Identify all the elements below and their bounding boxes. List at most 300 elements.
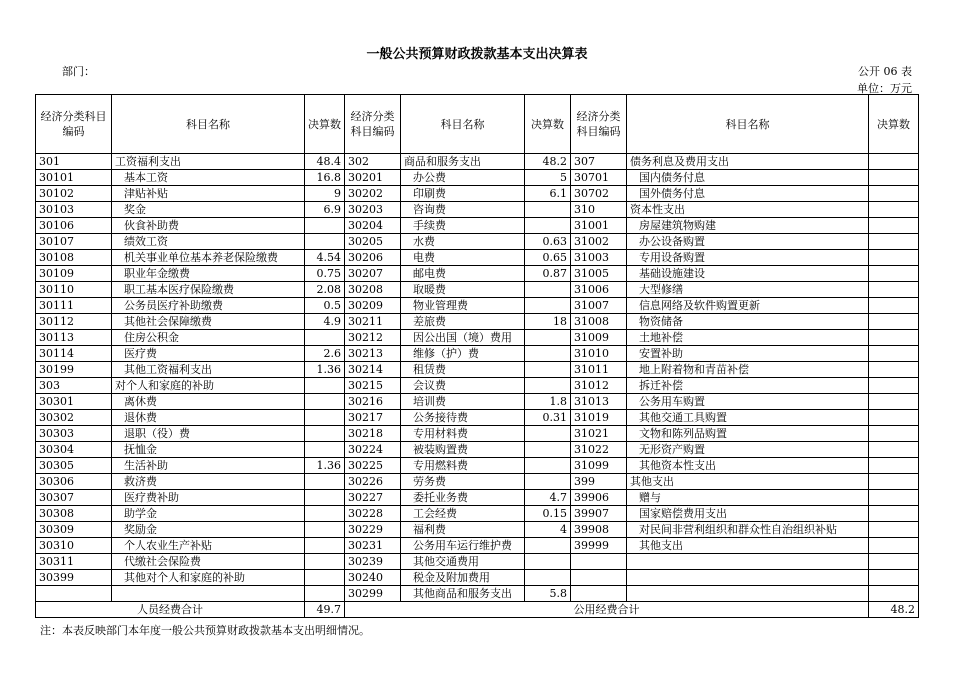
code-cell: 39907: [571, 506, 627, 522]
code-cell: 31019: [571, 410, 627, 426]
name-cell: 福利费: [401, 522, 525, 538]
amount-cell: [305, 474, 345, 490]
name-cell: 无形资产购置: [627, 442, 869, 458]
code-cell: 30304: [36, 442, 112, 458]
name-cell: 国内债务付息: [627, 170, 869, 186]
amount-cell: [305, 554, 345, 570]
code-cell: 30108: [36, 250, 112, 266]
name-cell: 电费: [401, 250, 525, 266]
name-cell: 离休费: [112, 394, 305, 410]
code-cell: 30224: [345, 442, 401, 458]
name-cell: 邮电费: [401, 266, 525, 282]
name-cell: 基础设施建设: [627, 266, 869, 282]
amount-cell: 48.2: [525, 154, 571, 170]
code-cell: [571, 554, 627, 570]
name-cell: 专用设备购置: [627, 250, 869, 266]
amount-cell: [869, 570, 919, 586]
code-cell: 30226: [345, 474, 401, 490]
code-cell: 30701: [571, 170, 627, 186]
code-cell: 31007: [571, 298, 627, 314]
amount-cell: [305, 506, 345, 522]
code-cell: 30229: [345, 522, 401, 538]
table-row: [36, 250, 919, 266]
amount-cell: [869, 378, 919, 394]
code-cell: [571, 570, 627, 586]
name-cell: 救济费: [112, 474, 305, 490]
amount-cell: [869, 250, 919, 266]
name-cell: 公务接待费: [401, 410, 525, 426]
code-cell: 39906: [571, 490, 627, 506]
code-cell: 30209: [345, 298, 401, 314]
amount-cell: [869, 362, 919, 378]
code-cell: 30102: [36, 186, 112, 202]
table-row: [36, 314, 919, 330]
unit-label: 单位：万元: [857, 82, 912, 95]
amount-cell: [869, 426, 919, 442]
name-cell: 取暖费: [401, 282, 525, 298]
name-cell: 办公费: [401, 170, 525, 186]
amount-cell: [305, 490, 345, 506]
amount-cell: 4.9: [305, 314, 345, 330]
name-cell: 培训费: [401, 394, 525, 410]
code-cell: 30225: [345, 458, 401, 474]
table-row: [36, 570, 919, 586]
amount-cell: [869, 154, 919, 170]
name-cell: 对民间非营利组织和群众性自治组织补贴: [627, 522, 869, 538]
amount-cell: [525, 474, 571, 490]
name-cell: 个人农业生产补贴: [112, 538, 305, 554]
department-label: 部门：: [62, 65, 95, 78]
code-cell: 30227: [345, 490, 401, 506]
name-cell: 咨询费: [401, 202, 525, 218]
code-cell: 30111: [36, 298, 112, 314]
name-cell: [627, 570, 869, 586]
name-cell: 资本性支出: [627, 202, 869, 218]
code-cell: 30228: [345, 506, 401, 522]
code-cell: 31021: [571, 426, 627, 442]
code-cell: 30239: [345, 554, 401, 570]
table-row: [36, 266, 919, 282]
amount-cell: 6.9: [305, 202, 345, 218]
amount-cell: 5: [525, 170, 571, 186]
name-cell: 其他商品和服务支出: [401, 586, 525, 602]
expenditure-table: [35, 94, 919, 618]
code-cell: 31002: [571, 234, 627, 250]
name-cell: [112, 586, 305, 602]
name-cell: 拆迁补偿: [627, 378, 869, 394]
table-row: [36, 298, 919, 314]
code-cell: 31008: [571, 314, 627, 330]
code-cell: 30107: [36, 234, 112, 250]
code-cell: 31009: [571, 330, 627, 346]
code-cell: 30201: [345, 170, 401, 186]
code-cell: 30302: [36, 410, 112, 426]
name-cell: 公务员医疗补助缴费: [112, 298, 305, 314]
amount-cell: [869, 330, 919, 346]
amount-cell: [525, 538, 571, 554]
amount-cell: [869, 218, 919, 234]
code-cell: 301: [36, 154, 112, 170]
name-cell: 职业年金缴费: [112, 266, 305, 282]
amount-cell: [869, 458, 919, 474]
amount-cell: 2.08: [305, 282, 345, 298]
table-row: [36, 330, 919, 346]
code-cell: 30204: [345, 218, 401, 234]
table-row: [36, 202, 919, 218]
name-cell: 物业管理费: [401, 298, 525, 314]
amount-cell: [525, 330, 571, 346]
table-row: [36, 458, 919, 474]
code-cell: 30203: [345, 202, 401, 218]
code-cell: 302: [345, 154, 401, 170]
code-cell: 30216: [345, 394, 401, 410]
amount-cell: [305, 410, 345, 426]
amount-cell: [305, 234, 345, 250]
amount-cell: 4: [525, 522, 571, 538]
header-name-1: 科目名称: [112, 95, 305, 154]
amount-cell: 4.7: [525, 490, 571, 506]
table-row: [36, 442, 919, 458]
code-cell: 30702: [571, 186, 627, 202]
amount-cell: [869, 346, 919, 362]
name-cell: 抚恤金: [112, 442, 305, 458]
code-cell: 30199: [36, 362, 112, 378]
amount-cell: 9: [305, 186, 345, 202]
form-code: 公开 06 表: [858, 65, 912, 78]
table-row: [36, 410, 919, 426]
code-cell: 30202: [345, 186, 401, 202]
table-row: [36, 282, 919, 298]
amount-cell: 4.54: [305, 250, 345, 266]
table-row: [36, 170, 919, 186]
header-name-2: 科目名称: [401, 95, 525, 154]
name-cell: 其他支出: [627, 538, 869, 554]
table-row: [36, 218, 919, 234]
name-cell: 物资储备: [627, 314, 869, 330]
amount-cell: [869, 538, 919, 554]
code-cell: [571, 586, 627, 602]
amount-cell: [869, 282, 919, 298]
code-cell: 30113: [36, 330, 112, 346]
code-cell: 30306: [36, 474, 112, 490]
name-cell: 生活补助: [112, 458, 305, 474]
name-cell: 津贴补贴: [112, 186, 305, 202]
code-cell: 31005: [571, 266, 627, 282]
amount-cell: [869, 522, 919, 538]
table-row: [36, 586, 919, 602]
code-cell: 30211: [345, 314, 401, 330]
table-row: [36, 538, 919, 554]
public-total-label: 公用经费合计: [345, 602, 869, 618]
code-cell: 30309: [36, 522, 112, 538]
name-cell: 专用材料费: [401, 426, 525, 442]
name-cell: 住房公积金: [112, 330, 305, 346]
amount-cell: [869, 506, 919, 522]
code-cell: 31012: [571, 378, 627, 394]
name-cell: [627, 586, 869, 602]
table-row: [36, 378, 919, 394]
code-cell: 30218: [345, 426, 401, 442]
name-cell: 其他交通工具购置: [627, 410, 869, 426]
name-cell: 印刷费: [401, 186, 525, 202]
name-cell: 劳务费: [401, 474, 525, 490]
header-row: [36, 95, 919, 154]
name-cell: 其他对个人和家庭的补助: [112, 570, 305, 586]
amount-cell: [869, 202, 919, 218]
name-cell: 委托业务费: [401, 490, 525, 506]
code-cell: 30103: [36, 202, 112, 218]
code-cell: 310: [571, 202, 627, 218]
code-cell: 30206: [345, 250, 401, 266]
amount-cell: [525, 202, 571, 218]
code-cell: 39908: [571, 522, 627, 538]
name-cell: 房屋建筑物购建: [627, 218, 869, 234]
code-cell: 30106: [36, 218, 112, 234]
amount-cell: [305, 442, 345, 458]
amount-cell: [525, 426, 571, 442]
header-name-3: 科目名称: [627, 95, 869, 154]
code-cell: 31099: [571, 458, 627, 474]
name-cell: 工会经费: [401, 506, 525, 522]
amount-cell: [525, 458, 571, 474]
code-cell: 399: [571, 474, 627, 490]
name-cell: 安置补助: [627, 346, 869, 362]
table-row: [36, 522, 919, 538]
name-cell: 助学金: [112, 506, 305, 522]
name-cell: 公务用车运行维护费: [401, 538, 525, 554]
table-row: [36, 362, 919, 378]
name-cell: 其他工资福利支出: [112, 362, 305, 378]
code-cell: 30311: [36, 554, 112, 570]
amount-cell: 0.65: [525, 250, 571, 266]
amount-cell: 18: [525, 314, 571, 330]
amount-cell: [869, 586, 919, 602]
amount-cell: 1.36: [305, 362, 345, 378]
name-cell: 医疗费补助: [112, 490, 305, 506]
amount-cell: [869, 314, 919, 330]
amount-cell: 6.1: [525, 186, 571, 202]
code-cell: [36, 586, 112, 602]
name-cell: 奖金: [112, 202, 305, 218]
amount-cell: [869, 234, 919, 250]
name-cell: 对个人和家庭的补助: [112, 378, 305, 394]
amount-cell: [525, 218, 571, 234]
name-cell: 租赁费: [401, 362, 525, 378]
amount-cell: 0.75: [305, 266, 345, 282]
amount-cell: [305, 586, 345, 602]
code-cell: 30217: [345, 410, 401, 426]
name-cell: 税金及附加费用: [401, 570, 525, 586]
name-cell: 职工基本医疗保险缴费: [112, 282, 305, 298]
amount-cell: 0.5: [305, 298, 345, 314]
name-cell: 绩效工资: [112, 234, 305, 250]
name-cell: 医疗费: [112, 346, 305, 362]
header-amount-1: 决算数: [305, 95, 345, 154]
table-row: [36, 474, 919, 490]
amount-cell: [305, 522, 345, 538]
name-cell: 奖励金: [112, 522, 305, 538]
amount-cell: [305, 538, 345, 554]
amount-cell: 1.36: [305, 458, 345, 474]
amount-cell: [869, 410, 919, 426]
personnel-total-value: 49.7: [305, 602, 345, 618]
header-code-2: 经济分类科目编码: [345, 95, 401, 154]
code-cell: 303: [36, 378, 112, 394]
code-cell: 31011: [571, 362, 627, 378]
table-row: [36, 490, 919, 506]
name-cell: 其他交通费用: [401, 554, 525, 570]
amount-cell: [525, 378, 571, 394]
amount-cell: [305, 570, 345, 586]
code-cell: 30301: [36, 394, 112, 410]
amount-cell: 1.8: [525, 394, 571, 410]
personnel-total-label: 人员经费合计: [36, 602, 305, 618]
code-cell: 30303: [36, 426, 112, 442]
amount-cell: 2.6: [305, 346, 345, 362]
table-row: [36, 234, 919, 250]
code-cell: 30307: [36, 490, 112, 506]
code-cell: 39999: [571, 538, 627, 554]
name-cell: 退职（役）费: [112, 426, 305, 442]
code-cell: 31013: [571, 394, 627, 410]
name-cell: 专用燃料费: [401, 458, 525, 474]
amount-cell: [305, 394, 345, 410]
table-row: [36, 154, 919, 170]
amount-cell: 0.15: [525, 506, 571, 522]
table-row: [36, 554, 919, 570]
amount-cell: [869, 394, 919, 410]
name-cell: 商品和服务支出: [401, 154, 525, 170]
header-amount-3: 决算数: [869, 95, 919, 154]
amount-cell: [305, 330, 345, 346]
table-row: [36, 186, 919, 202]
table-row: [36, 394, 919, 410]
code-cell: 30214: [345, 362, 401, 378]
name-cell: 基本工资: [112, 170, 305, 186]
footnote: 注：本表反映部门本年度一般公共预算财政拨款基本支出明细情况。: [40, 624, 370, 637]
amount-cell: 0.87: [525, 266, 571, 282]
name-cell: 其他资本性支出: [627, 458, 869, 474]
amount-cell: [525, 362, 571, 378]
amount-cell: 48.4: [305, 154, 345, 170]
amount-cell: [869, 554, 919, 570]
amount-cell: 0.31: [525, 410, 571, 426]
amount-cell: 16.8: [305, 170, 345, 186]
name-cell: 赠与: [627, 490, 869, 506]
report-title: 一般公共预算财政拨款基本支出决算表: [366, 47, 588, 62]
name-cell: 其他支出: [627, 474, 869, 490]
code-cell: 30213: [345, 346, 401, 362]
code-cell: 30207: [345, 266, 401, 282]
amount-cell: [525, 282, 571, 298]
header-code-3: 经济分类科目编码: [571, 95, 627, 154]
amount-cell: 0.63: [525, 234, 571, 250]
name-cell: 伙食补助费: [112, 218, 305, 234]
name-cell: 地上附着物和青苗补偿: [627, 362, 869, 378]
amount-cell: [869, 474, 919, 490]
header-amount-2: 决算数: [525, 95, 571, 154]
code-cell: 30208: [345, 282, 401, 298]
totals-row: [36, 602, 919, 618]
table-row: [36, 426, 919, 442]
amount-cell: [525, 554, 571, 570]
amount-cell: [869, 186, 919, 202]
amount-cell: [869, 490, 919, 506]
header-code-1: 经济分类科目编码: [36, 95, 112, 154]
table-row: [36, 506, 919, 522]
name-cell: 维修（护）费: [401, 346, 525, 362]
name-cell: [627, 554, 869, 570]
code-cell: 30215: [345, 378, 401, 394]
amount-cell: [305, 378, 345, 394]
code-cell: 30112: [36, 314, 112, 330]
name-cell: 工资福利支出: [112, 154, 305, 170]
table-row: [36, 346, 919, 362]
name-cell: 差旅费: [401, 314, 525, 330]
name-cell: 退休费: [112, 410, 305, 426]
name-cell: 其他社会保障缴费: [112, 314, 305, 330]
code-cell: 31006: [571, 282, 627, 298]
code-cell: 30305: [36, 458, 112, 474]
code-cell: 30310: [36, 538, 112, 554]
code-cell: 30114: [36, 346, 112, 362]
code-cell: 31003: [571, 250, 627, 266]
amount-cell: 5.8: [525, 586, 571, 602]
name-cell: 代缴社会保险费: [112, 554, 305, 570]
amount-cell: [525, 298, 571, 314]
code-cell: 30205: [345, 234, 401, 250]
public-total-value: 48.2: [869, 602, 919, 618]
name-cell: 会议费: [401, 378, 525, 394]
amount-cell: [869, 442, 919, 458]
amount-cell: [869, 266, 919, 282]
name-cell: 大型修缮: [627, 282, 869, 298]
amount-cell: [525, 346, 571, 362]
code-cell: 30399: [36, 570, 112, 586]
name-cell: 国家赔偿费用支出: [627, 506, 869, 522]
name-cell: 债务利息及费用支出: [627, 154, 869, 170]
code-cell: 307: [571, 154, 627, 170]
name-cell: 手续费: [401, 218, 525, 234]
code-cell: 30299: [345, 586, 401, 602]
name-cell: 机关事业单位基本养老保险缴费: [112, 250, 305, 266]
name-cell: 文物和陈列品购置: [627, 426, 869, 442]
code-cell: 30308: [36, 506, 112, 522]
amount-cell: [305, 218, 345, 234]
amount-cell: [525, 570, 571, 586]
name-cell: 公务用车购置: [627, 394, 869, 410]
name-cell: 被装购置费: [401, 442, 525, 458]
name-cell: 土地补偿: [627, 330, 869, 346]
code-cell: 31001: [571, 218, 627, 234]
code-cell: 30240: [345, 570, 401, 586]
name-cell: 因公出国（境）费用: [401, 330, 525, 346]
code-cell: 30212: [345, 330, 401, 346]
name-cell: 国外债务付息: [627, 186, 869, 202]
code-cell: 30231: [345, 538, 401, 554]
code-cell: 30110: [36, 282, 112, 298]
amount-cell: [869, 170, 919, 186]
code-cell: 31022: [571, 442, 627, 458]
amount-cell: [869, 298, 919, 314]
amount-cell: [305, 426, 345, 442]
name-cell: 水费: [401, 234, 525, 250]
name-cell: 办公设备购置: [627, 234, 869, 250]
code-cell: 30109: [36, 266, 112, 282]
amount-cell: [525, 442, 571, 458]
code-cell: 30101: [36, 170, 112, 186]
name-cell: 信息网络及软件购置更新: [627, 298, 869, 314]
